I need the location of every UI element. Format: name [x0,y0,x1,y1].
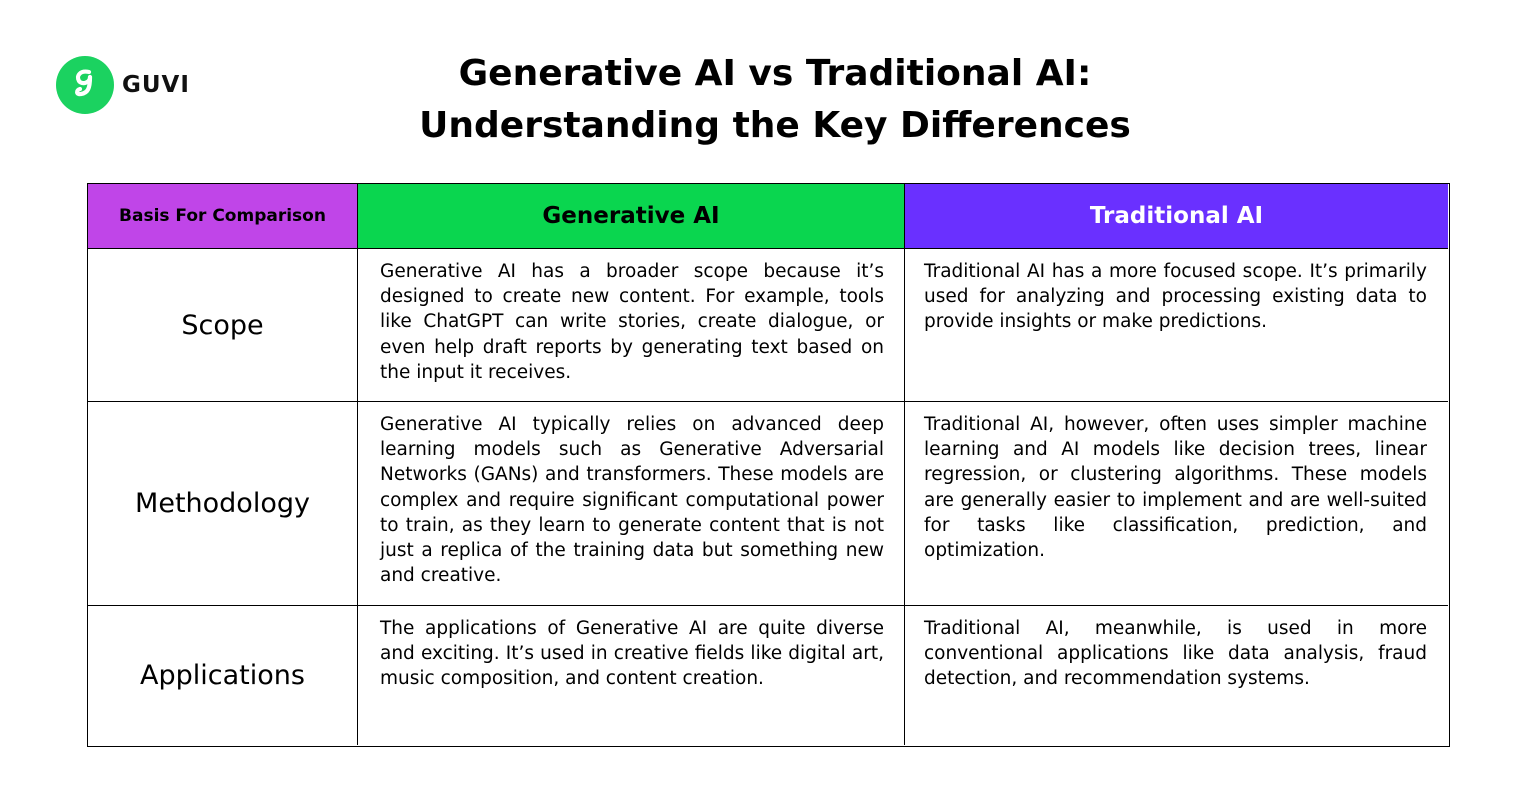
header-generative-ai: Generative AI [358,184,905,249]
row-methodology-basis: Methodology [88,402,358,606]
row-methodology-traditional: Traditional AI, however, often uses simpler machine learning and AI models like decision trees, linear regression, or clustering algorithms. These models are generally easier to implement and are well-suited for tasks like classification, prediction, and optimization. [905,402,1448,606]
page-title [300,48,1250,152]
row-methodology-generative: Generative AI typically relies on advanced deep learning models such as Generative Adversarial Networks (GANs) and transformers. These models are complex and require significant computational power to train, as they learn to generate content that is not just a replica of the training data but something new and creative. [358,402,905,606]
header-basis-for-comparison: Basis For Comparison [88,184,358,249]
row-applications-generative: The applications of Generative AI are quite diverse and exciting. It’s used in creative fields like digital art, music composition, and content creation. [358,606,905,745]
row-scope-traditional: Traditional AI has a more focused scope. It’s primarily used for analyzing and processing existing data to provide insights or make predictions. [905,249,1448,402]
row-scope-generative: Generative AI has a broader scope because it’s designed to create new content. For example, tools like ChatGPT can write stories, create dialogue, or even help draft reports by generating text based on the input it receives. [358,249,905,402]
guvi-logo-icon [56,56,114,114]
page-title-line-2: Understanding the Key Differences [419,105,1131,146]
page-title-line-1: Generative AI vs Traditional AI: [458,53,1092,94]
row-applications-basis: Applications [88,606,358,745]
row-scope-basis: Scope [88,249,358,402]
header-traditional-ai: Traditional AI [905,184,1448,249]
row-applications-traditional: Traditional AI, meanwhile, is used in more conventional applications like data analysis, fraud detection, and recommendation systems. [924,618,1427,690]
guvi-logo[interactable] [56,56,190,114]
guvi-logo-text: GUVI [122,72,190,98]
comparison-table [87,183,1450,747]
